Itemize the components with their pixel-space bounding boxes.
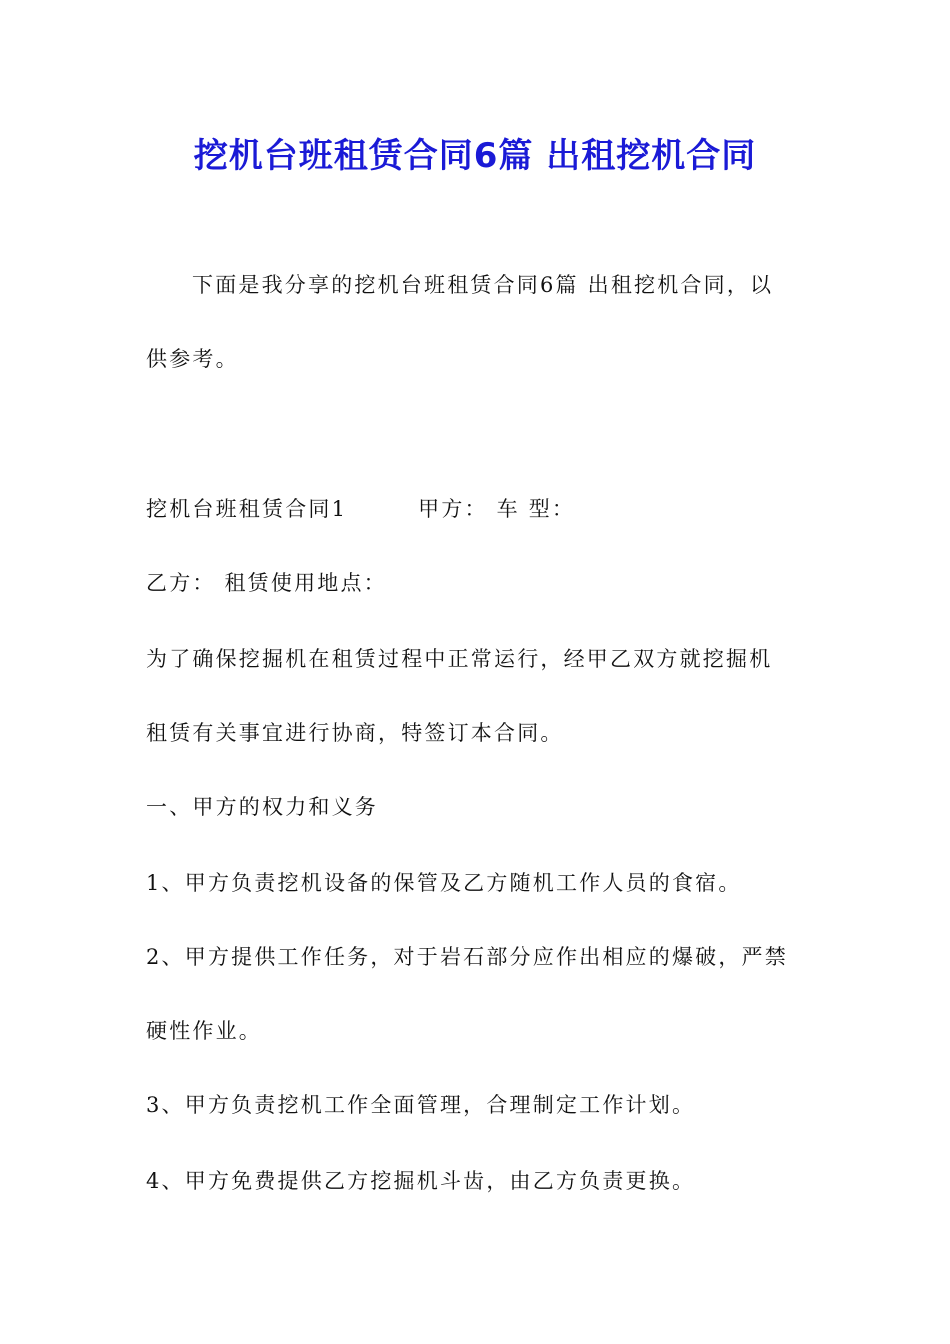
purpose-line-2: 租赁有关事宜进行协商，特签订本合同。: [146, 721, 564, 745]
clause-1: 1、甲方负责挖机设备的保管及乙方随机工作人员的食宿。: [146, 871, 742, 895]
contract-heading-line: 挖机台班租赁合同1 甲方： 车 型：: [146, 497, 576, 521]
clause-3: 3、甲方负责挖机工作全面管理，合理制定工作计划。: [146, 1093, 696, 1117]
clause-4: 4、甲方免费提供乙方挖掘机斗齿，由乙方负责更换。: [146, 1169, 696, 1193]
party-b-line: 乙方： 租赁使用地点：: [146, 571, 387, 595]
clause-2-line-2: 硬性作业。: [146, 1019, 262, 1043]
purpose-line-1: 为了确保挖掘机在租赁过程中正常运行，经甲乙双方就挖掘机: [146, 647, 773, 671]
document-title: 挖机台班租赁合同6篇 出租挖机合同: [193, 136, 757, 176]
clause-2-line-1: 2、甲方提供工作任务，对于岩石部分应作出相应的爆破，严禁: [146, 945, 788, 969]
intro-line-1: 下面是我分享的挖机台班租赁合同6篇 出租挖机合同，以: [192, 273, 774, 297]
section-heading: 一、甲方的权力和义务: [146, 795, 378, 819]
intro-line-2: 供参考。: [146, 347, 239, 371]
